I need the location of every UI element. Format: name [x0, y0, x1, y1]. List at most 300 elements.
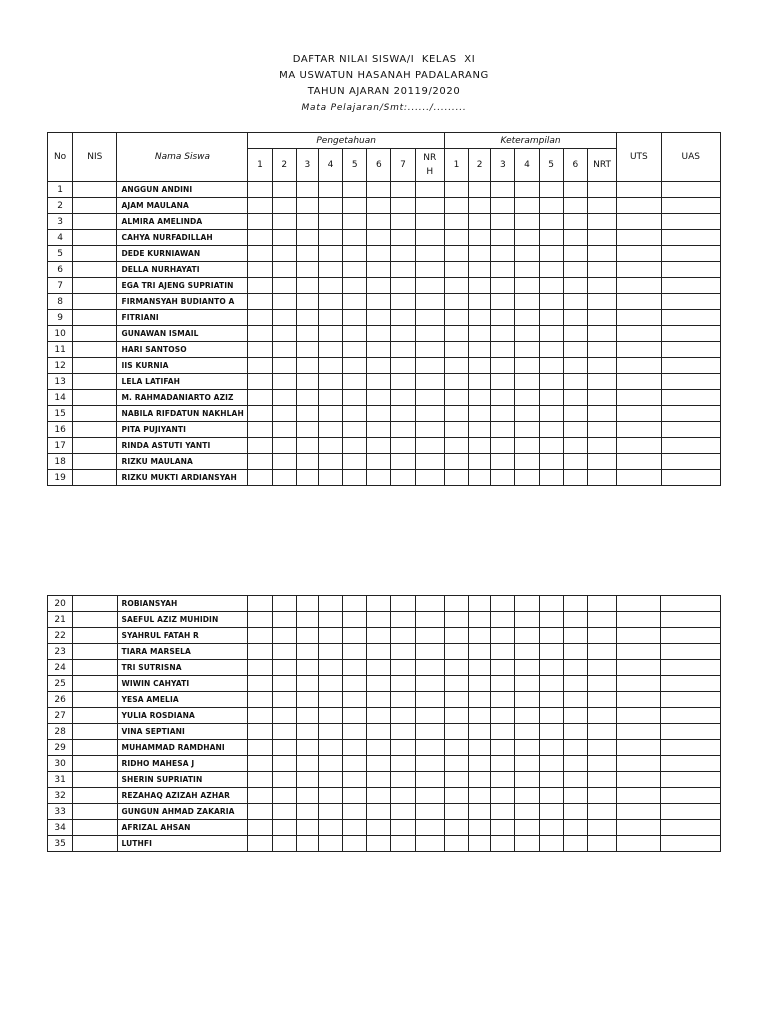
- grade-cell[interactable]: [415, 422, 444, 438]
- grade-cell[interactable]: [415, 454, 444, 470]
- grade-cell[interactable]: [515, 374, 539, 390]
- grade-cell[interactable]: [367, 198, 391, 214]
- grade-cell[interactable]: [661, 262, 720, 278]
- grade-cell[interactable]: [515, 294, 539, 310]
- grade-cell[interactable]: [272, 836, 296, 852]
- grade-cell[interactable]: [469, 708, 491, 724]
- grade-cell[interactable]: [617, 358, 661, 374]
- nis-cell[interactable]: [73, 676, 117, 692]
- grade-cell[interactable]: [272, 310, 296, 326]
- grade-cell[interactable]: [444, 230, 468, 246]
- grade-cell[interactable]: [248, 612, 272, 628]
- grade-cell[interactable]: [444, 692, 468, 708]
- grade-cell[interactable]: [563, 612, 587, 628]
- grade-cell[interactable]: [491, 278, 515, 294]
- grade-cell[interactable]: [391, 246, 415, 262]
- grade-cell[interactable]: [248, 772, 272, 788]
- grade-cell[interactable]: [563, 422, 587, 438]
- grade-cell[interactable]: [248, 310, 272, 326]
- grade-cell[interactable]: [539, 438, 563, 454]
- grade-cell[interactable]: [587, 708, 616, 724]
- grade-cell[interactable]: [272, 326, 296, 342]
- grade-cell[interactable]: [318, 438, 342, 454]
- grade-cell[interactable]: [391, 676, 415, 692]
- grade-cell[interactable]: [563, 406, 587, 422]
- grade-cell[interactable]: [539, 358, 563, 374]
- grade-cell[interactable]: [444, 724, 468, 740]
- grade-cell[interactable]: [272, 612, 296, 628]
- grade-cell[interactable]: [661, 310, 720, 326]
- grade-cell[interactable]: [367, 214, 391, 230]
- grade-cell[interactable]: [661, 692, 721, 708]
- grade-cell[interactable]: [444, 326, 468, 342]
- grade-cell[interactable]: [248, 182, 272, 198]
- grade-cell[interactable]: [661, 660, 721, 676]
- grade-cell[interactable]: [491, 612, 515, 628]
- grade-cell[interactable]: [539, 644, 563, 660]
- grade-cell[interactable]: [444, 438, 468, 454]
- grade-cell[interactable]: [515, 708, 539, 724]
- grade-cell[interactable]: [515, 422, 539, 438]
- grade-cell[interactable]: [515, 660, 539, 676]
- grade-cell[interactable]: [661, 214, 720, 230]
- grade-cell[interactable]: [367, 246, 391, 262]
- grade-cell[interactable]: [367, 182, 391, 198]
- grade-cell[interactable]: [563, 374, 587, 390]
- grade-cell[interactable]: [415, 724, 444, 740]
- grade-cell[interactable]: [469, 836, 491, 852]
- grade-cell[interactable]: [587, 214, 616, 230]
- grade-cell[interactable]: [515, 230, 539, 246]
- grade-cell[interactable]: [617, 724, 661, 740]
- grade-cell[interactable]: [296, 772, 318, 788]
- grade-cell[interactable]: [661, 756, 721, 772]
- grade-cell[interactable]: [367, 836, 391, 852]
- grade-cell[interactable]: [491, 390, 515, 406]
- grade-cell[interactable]: [563, 470, 587, 486]
- grade-cell[interactable]: [248, 406, 272, 422]
- grade-cell[interactable]: [318, 358, 342, 374]
- grade-cell[interactable]: [617, 708, 661, 724]
- grade-cell[interactable]: [491, 836, 515, 852]
- grade-cell[interactable]: [515, 278, 539, 294]
- grade-cell[interactable]: [272, 438, 296, 454]
- grade-cell[interactable]: [587, 246, 616, 262]
- grade-cell[interactable]: [563, 836, 587, 852]
- grade-cell[interactable]: [391, 596, 415, 612]
- grade-cell[interactable]: [491, 740, 515, 756]
- grade-cell[interactable]: [391, 740, 415, 756]
- grade-cell[interactable]: [415, 692, 444, 708]
- grade-cell[interactable]: [617, 406, 661, 422]
- grade-cell[interactable]: [367, 676, 391, 692]
- grade-cell[interactable]: [515, 406, 539, 422]
- grade-cell[interactable]: [367, 406, 391, 422]
- grade-cell[interactable]: [539, 676, 563, 692]
- grade-cell[interactable]: [296, 660, 318, 676]
- grade-cell[interactable]: [587, 644, 616, 660]
- grade-cell[interactable]: [515, 676, 539, 692]
- grade-cell[interactable]: [391, 422, 415, 438]
- grade-cell[interactable]: [318, 628, 342, 644]
- grade-cell[interactable]: [318, 612, 342, 628]
- grade-cell[interactable]: [491, 628, 515, 644]
- grade-cell[interactable]: [272, 820, 296, 836]
- grade-cell[interactable]: [367, 692, 391, 708]
- grade-cell[interactable]: [491, 310, 515, 326]
- grade-cell[interactable]: [491, 358, 515, 374]
- grade-cell[interactable]: [343, 246, 367, 262]
- grade-cell[interactable]: [343, 740, 367, 756]
- grade-cell[interactable]: [617, 214, 661, 230]
- grade-cell[interactable]: [661, 358, 720, 374]
- grade-cell[interactable]: [296, 596, 318, 612]
- grade-cell[interactable]: [617, 804, 661, 820]
- grade-cell[interactable]: [391, 692, 415, 708]
- grade-cell[interactable]: [415, 470, 444, 486]
- grade-cell[interactable]: [318, 374, 342, 390]
- nis-cell[interactable]: [73, 342, 117, 358]
- grade-cell[interactable]: [367, 612, 391, 628]
- grade-cell[interactable]: [444, 182, 468, 198]
- grade-cell[interactable]: [248, 422, 272, 438]
- grade-cell[interactable]: [343, 230, 367, 246]
- nis-cell[interactable]: [73, 692, 117, 708]
- nis-cell[interactable]: [73, 740, 117, 756]
- grade-cell[interactable]: [318, 230, 342, 246]
- grade-cell[interactable]: [272, 374, 296, 390]
- grade-cell[interactable]: [367, 358, 391, 374]
- grade-cell[interactable]: [563, 390, 587, 406]
- grade-cell[interactable]: [391, 454, 415, 470]
- nis-cell[interactable]: [73, 836, 117, 852]
- grade-cell[interactable]: [343, 198, 367, 214]
- grade-cell[interactable]: [587, 230, 616, 246]
- grade-cell[interactable]: [587, 804, 616, 820]
- grade-cell[interactable]: [391, 724, 415, 740]
- grade-cell[interactable]: [539, 788, 563, 804]
- grade-cell[interactable]: [272, 692, 296, 708]
- grade-cell[interactable]: [661, 644, 721, 660]
- grade-cell[interactable]: [563, 230, 587, 246]
- grade-cell[interactable]: [563, 294, 587, 310]
- grade-cell[interactable]: [391, 612, 415, 628]
- grade-cell[interactable]: [343, 660, 367, 676]
- grade-cell[interactable]: [318, 644, 342, 660]
- grade-cell[interactable]: [296, 612, 318, 628]
- grade-cell[interactable]: [444, 836, 468, 852]
- grade-cell[interactable]: [661, 612, 721, 628]
- grade-cell[interactable]: [248, 214, 272, 230]
- grade-cell[interactable]: [587, 612, 616, 628]
- grade-cell[interactable]: [491, 374, 515, 390]
- grade-cell[interactable]: [469, 310, 491, 326]
- grade-cell[interactable]: [617, 756, 661, 772]
- grade-cell[interactable]: [515, 820, 539, 836]
- grade-cell[interactable]: [296, 310, 318, 326]
- grade-cell[interactable]: [469, 804, 491, 820]
- grade-cell[interactable]: [272, 724, 296, 740]
- grade-cell[interactable]: [469, 628, 491, 644]
- grade-cell[interactable]: [539, 724, 563, 740]
- grade-cell[interactable]: [248, 708, 272, 724]
- grade-cell[interactable]: [367, 628, 391, 644]
- grade-cell[interactable]: [367, 390, 391, 406]
- grade-cell[interactable]: [491, 820, 515, 836]
- grade-cell[interactable]: [617, 788, 661, 804]
- grade-cell[interactable]: [587, 438, 616, 454]
- grade-cell[interactable]: [617, 390, 661, 406]
- grade-cell[interactable]: [296, 358, 318, 374]
- grade-cell[interactable]: [587, 422, 616, 438]
- grade-cell[interactable]: [491, 660, 515, 676]
- grade-cell[interactable]: [391, 406, 415, 422]
- grade-cell[interactable]: [296, 836, 318, 852]
- grade-cell[interactable]: [661, 454, 720, 470]
- grade-cell[interactable]: [469, 406, 491, 422]
- grade-cell[interactable]: [318, 262, 342, 278]
- grade-cell[interactable]: [391, 644, 415, 660]
- grade-cell[interactable]: [617, 676, 661, 692]
- grade-cell[interactable]: [617, 198, 661, 214]
- grade-cell[interactable]: [391, 628, 415, 644]
- grade-cell[interactable]: [272, 214, 296, 230]
- nis-cell[interactable]: [73, 406, 117, 422]
- grade-cell[interactable]: [661, 836, 721, 852]
- grade-cell[interactable]: [515, 628, 539, 644]
- grade-cell[interactable]: [343, 294, 367, 310]
- grade-cell[interactable]: [563, 804, 587, 820]
- grade-cell[interactable]: [563, 788, 587, 804]
- grade-cell[interactable]: [469, 422, 491, 438]
- grade-cell[interactable]: [515, 596, 539, 612]
- grade-cell[interactable]: [415, 788, 444, 804]
- nis-cell[interactable]: [73, 246, 117, 262]
- grade-cell[interactable]: [318, 390, 342, 406]
- grade-cell[interactable]: [539, 772, 563, 788]
- grade-cell[interactable]: [367, 660, 391, 676]
- grade-cell[interactable]: [587, 342, 616, 358]
- grade-cell[interactable]: [343, 772, 367, 788]
- grade-cell[interactable]: [343, 358, 367, 374]
- grade-cell[interactable]: [617, 422, 661, 438]
- grade-cell[interactable]: [318, 278, 342, 294]
- grade-cell[interactable]: [469, 390, 491, 406]
- nis-cell[interactable]: [73, 644, 117, 660]
- grade-cell[interactable]: [272, 660, 296, 676]
- grade-cell[interactable]: [444, 294, 468, 310]
- grade-cell[interactable]: [296, 454, 318, 470]
- grade-cell[interactable]: [539, 660, 563, 676]
- grade-cell[interactable]: [515, 836, 539, 852]
- grade-cell[interactable]: [587, 820, 616, 836]
- grade-cell[interactable]: [563, 326, 587, 342]
- grade-cell[interactable]: [248, 660, 272, 676]
- grade-cell[interactable]: [248, 198, 272, 214]
- grade-cell[interactable]: [515, 470, 539, 486]
- grade-cell[interactable]: [563, 772, 587, 788]
- grade-cell[interactable]: [587, 294, 616, 310]
- grade-cell[interactable]: [491, 438, 515, 454]
- grade-cell[interactable]: [296, 294, 318, 310]
- grade-cell[interactable]: [248, 326, 272, 342]
- grade-cell[interactable]: [661, 246, 720, 262]
- grade-cell[interactable]: [415, 230, 444, 246]
- grade-cell[interactable]: [563, 756, 587, 772]
- grade-cell[interactable]: [539, 740, 563, 756]
- grade-cell[interactable]: [617, 182, 661, 198]
- grade-cell[interactable]: [343, 708, 367, 724]
- grade-cell[interactable]: [515, 342, 539, 358]
- grade-cell[interactable]: [515, 438, 539, 454]
- grade-cell[interactable]: [617, 470, 661, 486]
- grade-cell[interactable]: [539, 756, 563, 772]
- grade-cell[interactable]: [563, 820, 587, 836]
- grade-cell[interactable]: [391, 214, 415, 230]
- grade-cell[interactable]: [469, 294, 491, 310]
- grade-cell[interactable]: [248, 596, 272, 612]
- grade-cell[interactable]: [469, 612, 491, 628]
- grade-cell[interactable]: [587, 676, 616, 692]
- grade-cell[interactable]: [415, 262, 444, 278]
- grade-cell[interactable]: [248, 756, 272, 772]
- grade-cell[interactable]: [248, 692, 272, 708]
- grade-cell[interactable]: [415, 756, 444, 772]
- grade-cell[interactable]: [444, 660, 468, 676]
- grade-cell[interactable]: [296, 628, 318, 644]
- grade-cell[interactable]: [515, 262, 539, 278]
- grade-cell[interactable]: [469, 278, 491, 294]
- grade-cell[interactable]: [444, 676, 468, 692]
- grade-cell[interactable]: [296, 470, 318, 486]
- grade-cell[interactable]: [272, 676, 296, 692]
- grade-cell[interactable]: [296, 214, 318, 230]
- grade-cell[interactable]: [563, 310, 587, 326]
- grade-cell[interactable]: [415, 374, 444, 390]
- grade-cell[interactable]: [415, 342, 444, 358]
- nis-cell[interactable]: [73, 278, 117, 294]
- grade-cell[interactable]: [539, 820, 563, 836]
- grade-cell[interactable]: [391, 294, 415, 310]
- grade-cell[interactable]: [367, 644, 391, 660]
- grade-cell[interactable]: [515, 756, 539, 772]
- grade-cell[interactable]: [391, 358, 415, 374]
- grade-cell[interactable]: [296, 326, 318, 342]
- grade-cell[interactable]: [491, 644, 515, 660]
- grade-cell[interactable]: [415, 406, 444, 422]
- grade-cell[interactable]: [539, 230, 563, 246]
- grade-cell[interactable]: [617, 692, 661, 708]
- grade-cell[interactable]: [444, 358, 468, 374]
- grade-cell[interactable]: [296, 676, 318, 692]
- grade-cell[interactable]: [415, 596, 444, 612]
- grade-cell[interactable]: [415, 836, 444, 852]
- grade-cell[interactable]: [661, 390, 720, 406]
- grade-cell[interactable]: [343, 612, 367, 628]
- grade-cell[interactable]: [515, 724, 539, 740]
- grade-cell[interactable]: [469, 756, 491, 772]
- grade-cell[interactable]: [272, 390, 296, 406]
- grade-cell[interactable]: [587, 772, 616, 788]
- grade-cell[interactable]: [272, 596, 296, 612]
- grade-cell[interactable]: [391, 772, 415, 788]
- grade-cell[interactable]: [444, 788, 468, 804]
- nis-cell[interactable]: [73, 820, 117, 836]
- grade-cell[interactable]: [318, 294, 342, 310]
- grade-cell[interactable]: [444, 740, 468, 756]
- grade-cell[interactable]: [248, 836, 272, 852]
- grade-cell[interactable]: [248, 724, 272, 740]
- nis-cell[interactable]: [73, 660, 117, 676]
- grade-cell[interactable]: [296, 422, 318, 438]
- grade-cell[interactable]: [343, 262, 367, 278]
- grade-cell[interactable]: [248, 230, 272, 246]
- grade-cell[interactable]: [318, 422, 342, 438]
- grade-cell[interactable]: [491, 692, 515, 708]
- grade-cell[interactable]: [444, 454, 468, 470]
- grade-cell[interactable]: [415, 278, 444, 294]
- grade-cell[interactable]: [469, 820, 491, 836]
- grade-cell[interactable]: [661, 470, 720, 486]
- grade-cell[interactable]: [415, 214, 444, 230]
- grade-cell[interactable]: [563, 214, 587, 230]
- grade-cell[interactable]: [563, 724, 587, 740]
- grade-cell[interactable]: [617, 246, 661, 262]
- grade-cell[interactable]: [515, 182, 539, 198]
- grade-cell[interactable]: [415, 740, 444, 756]
- grade-cell[interactable]: [391, 310, 415, 326]
- grade-cell[interactable]: [539, 422, 563, 438]
- nis-cell[interactable]: [73, 628, 117, 644]
- grade-cell[interactable]: [539, 612, 563, 628]
- grade-cell[interactable]: [469, 182, 491, 198]
- grade-cell[interactable]: [515, 454, 539, 470]
- grade-cell[interactable]: [343, 390, 367, 406]
- grade-cell[interactable]: [617, 644, 661, 660]
- grade-cell[interactable]: [415, 708, 444, 724]
- grade-cell[interactable]: [391, 198, 415, 214]
- grade-cell[interactable]: [272, 262, 296, 278]
- grade-cell[interactable]: [661, 438, 720, 454]
- grade-cell[interactable]: [296, 342, 318, 358]
- nis-cell[interactable]: [73, 390, 117, 406]
- grade-cell[interactable]: [318, 676, 342, 692]
- grade-cell[interactable]: [367, 326, 391, 342]
- grade-cell[interactable]: [444, 470, 468, 486]
- grade-cell[interactable]: [248, 246, 272, 262]
- grade-cell[interactable]: [343, 756, 367, 772]
- grade-cell[interactable]: [272, 422, 296, 438]
- grade-cell[interactable]: [469, 438, 491, 454]
- grade-cell[interactable]: [563, 660, 587, 676]
- grade-cell[interactable]: [469, 198, 491, 214]
- grade-cell[interactable]: [515, 390, 539, 406]
- grade-cell[interactable]: [391, 836, 415, 852]
- grade-cell[interactable]: [661, 422, 720, 438]
- grade-cell[interactable]: [563, 676, 587, 692]
- grade-cell[interactable]: [415, 294, 444, 310]
- grade-cell[interactable]: [469, 214, 491, 230]
- grade-cell[interactable]: [367, 294, 391, 310]
- grade-cell[interactable]: [248, 278, 272, 294]
- grade-cell[interactable]: [444, 596, 468, 612]
- grade-cell[interactable]: [272, 406, 296, 422]
- grade-cell[interactable]: [469, 660, 491, 676]
- grade-cell[interactable]: [367, 804, 391, 820]
- grade-cell[interactable]: [415, 804, 444, 820]
- grade-cell[interactable]: [515, 772, 539, 788]
- grade-cell[interactable]: [444, 756, 468, 772]
